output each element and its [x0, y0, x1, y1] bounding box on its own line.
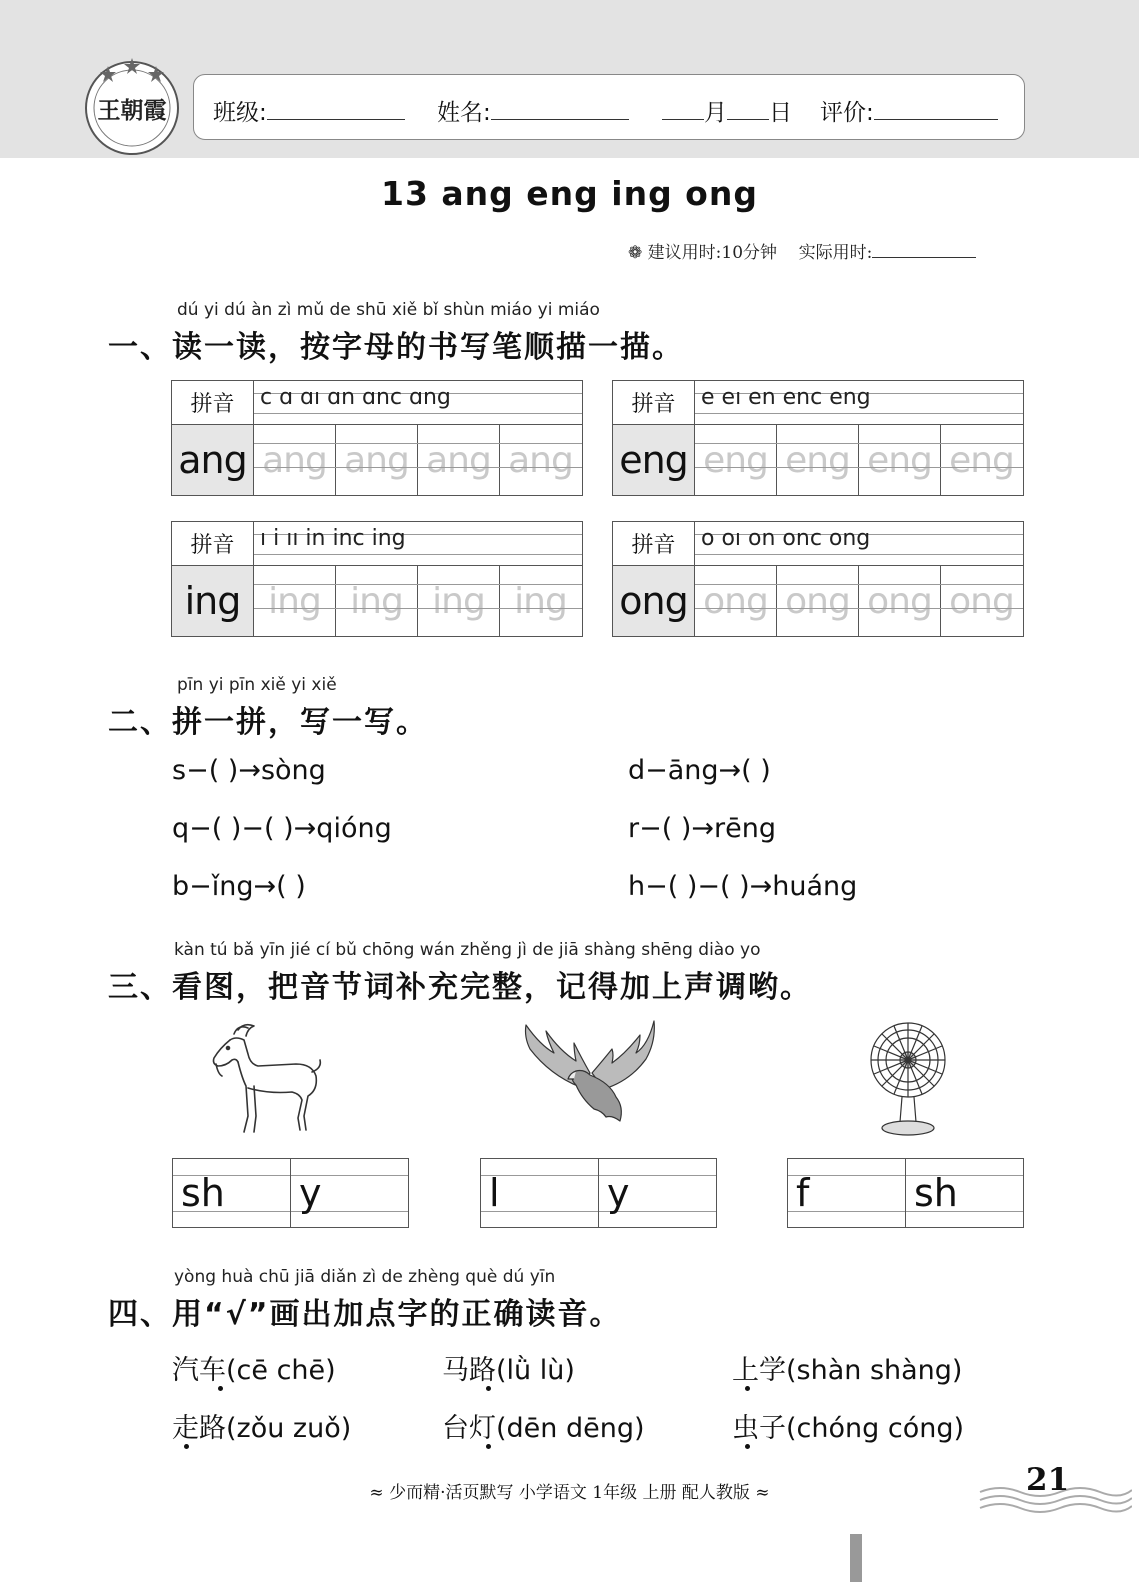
model-letters: ang	[172, 425, 254, 495]
footer-text: ≈ 少而精·活页默写 小学语文 1年级 上册 配人教版 ≈	[369, 1483, 770, 1503]
section3-pinyin: kàn tú bǎ yīn jié cí bǔ chōng wán zhěng jì de jiā shàng shēng diào yo	[174, 940, 761, 960]
trace-cell[interactable]: ing	[254, 566, 336, 636]
evaluation-field[interactable]: 评价:	[820, 94, 998, 127]
reading-choice-item[interactable]: 虫子(chóng cóng)	[732, 1413, 964, 1444]
trace-cell[interactable]: ong	[777, 566, 859, 636]
emphasis-dot	[745, 1386, 750, 1391]
model-letters: ong	[613, 566, 695, 636]
clock-icon: ❁	[628, 243, 643, 263]
section2-pinyin: pīn yi pīn xiě yi xiě	[177, 675, 337, 695]
pinyin-label: 拼音	[172, 522, 254, 566]
trace-cell[interactable]: ing	[418, 566, 500, 636]
reading-choice-item[interactable]: 马路(lǜ lù)	[442, 1355, 575, 1386]
reading-choice-item[interactable]: 上学(shàn shàng)	[732, 1355, 963, 1386]
trace-cell[interactable]: eng	[949, 439, 1014, 481]
date-field[interactable]: 月 日	[662, 94, 792, 127]
spelling-item[interactable]: h−( )−( )→huáng	[628, 871, 858, 902]
page-tab	[850, 1534, 862, 1582]
section1-pinyin: dú yi dú àn zì mǔ de shū xiě bǐ shùn miáo yi miáo	[177, 300, 600, 320]
trace-cell[interactable]: ang	[508, 439, 573, 481]
emphasis-dot	[184, 1444, 189, 1449]
pinyin-label: 拼音	[613, 381, 695, 425]
stroke-sequence: o oı on onc ong	[701, 526, 871, 551]
trace-cell[interactable]: ang	[336, 425, 418, 495]
spelling-item[interactable]: b−ǐng→( )	[172, 871, 306, 902]
svg-text:王朝霞: 王朝霞	[97, 97, 167, 124]
section4-pinyin: yòng huà chū jiā diǎn zì de zhèng què dú yīn	[174, 1267, 556, 1287]
answer-box-goat	[172, 1158, 409, 1228]
pinyin-label: 拼音	[172, 381, 254, 425]
answer-box-fan	[787, 1158, 1024, 1228]
reading-choice-item[interactable]: 汽车(cē chē)	[172, 1355, 336, 1386]
writing-grid-ang	[171, 380, 583, 496]
stroke-sequence: c ɑ ɑı ɑn ɑnc ɑng	[260, 385, 451, 410]
model-letters: ing	[172, 566, 254, 636]
spelling-item[interactable]: d−āng→( )	[628, 755, 771, 786]
name-field[interactable]: 姓名:	[437, 94, 629, 127]
time-note: ❁ 建议用时:10分钟 实际用时:	[628, 238, 976, 263]
writing-grid-eng	[612, 380, 1024, 496]
trace-cell[interactable]: ang	[254, 425, 336, 495]
trace-cell[interactable]: ong	[859, 566, 941, 636]
emphasis-dot	[218, 1386, 223, 1391]
trace-cell[interactable]: ing	[336, 566, 418, 636]
spelling-item[interactable]: r−( )→rēng	[628, 813, 776, 844]
eagle-illustration	[520, 1015, 660, 1127]
pinyin-label: 拼音	[613, 522, 695, 566]
page-number: 21	[1026, 1462, 1070, 1498]
section3-heading: 三、看图，把音节词补充完整，记得加上声调哟。	[108, 970, 812, 1005]
emphasis-dot	[745, 1444, 750, 1449]
trace-cell[interactable]: ang	[418, 425, 500, 495]
syllable-cell[interactable]: l	[481, 1159, 599, 1227]
reading-choice-item[interactable]: 走路(zǒu zuǒ)	[172, 1413, 352, 1444]
section1-heading: 一、读一读，按字母的书写笔顺描一描。	[108, 330, 684, 365]
goat-illustration	[208, 1020, 324, 1136]
writing-grid-ing	[171, 521, 583, 637]
stroke-sequence: e eı en enc eng	[701, 385, 871, 410]
section4-heading: 四、用“√”画出加点字的正确读音。	[108, 1297, 622, 1332]
emphasis-dot	[486, 1444, 491, 1449]
trace-cell[interactable]: ong	[695, 566, 777, 636]
writing-grid-ong	[612, 521, 1024, 637]
syllable-cell[interactable]: y	[299, 1171, 322, 1215]
model-letters: eng	[613, 425, 695, 495]
spelling-item[interactable]: s−( )→sòng	[172, 755, 326, 786]
syllable-cell[interactable]: sh	[173, 1159, 291, 1227]
stroke-sequence: ı i ıı in inc ing	[260, 526, 406, 551]
trace-cell[interactable]: ong	[949, 580, 1014, 622]
emphasis-dot	[486, 1386, 491, 1391]
class-field[interactable]: 班级:	[213, 94, 405, 127]
lesson-title: 13 ang eng ing ong	[381, 174, 758, 213]
trace-cell[interactable]: ing	[514, 580, 567, 622]
syllable-cell[interactable]: f	[788, 1159, 906, 1227]
spelling-item[interactable]: q−( )−( )→qióng	[172, 813, 392, 844]
publisher-logo	[84, 56, 180, 156]
answer-box-eagle	[480, 1158, 717, 1228]
trace-cell[interactable]: eng	[695, 425, 777, 495]
trace-cell[interactable]: eng	[777, 425, 859, 495]
section2-heading: 二、拼一拼，写一写。	[108, 705, 428, 740]
fan-illustration	[866, 1020, 950, 1140]
reading-choice-item[interactable]: 台灯(dēn dēng)	[442, 1413, 645, 1444]
syllable-cell[interactable]: sh	[914, 1171, 958, 1215]
syllable-cell[interactable]: y	[607, 1171, 630, 1215]
trace-cell[interactable]: eng	[859, 425, 941, 495]
